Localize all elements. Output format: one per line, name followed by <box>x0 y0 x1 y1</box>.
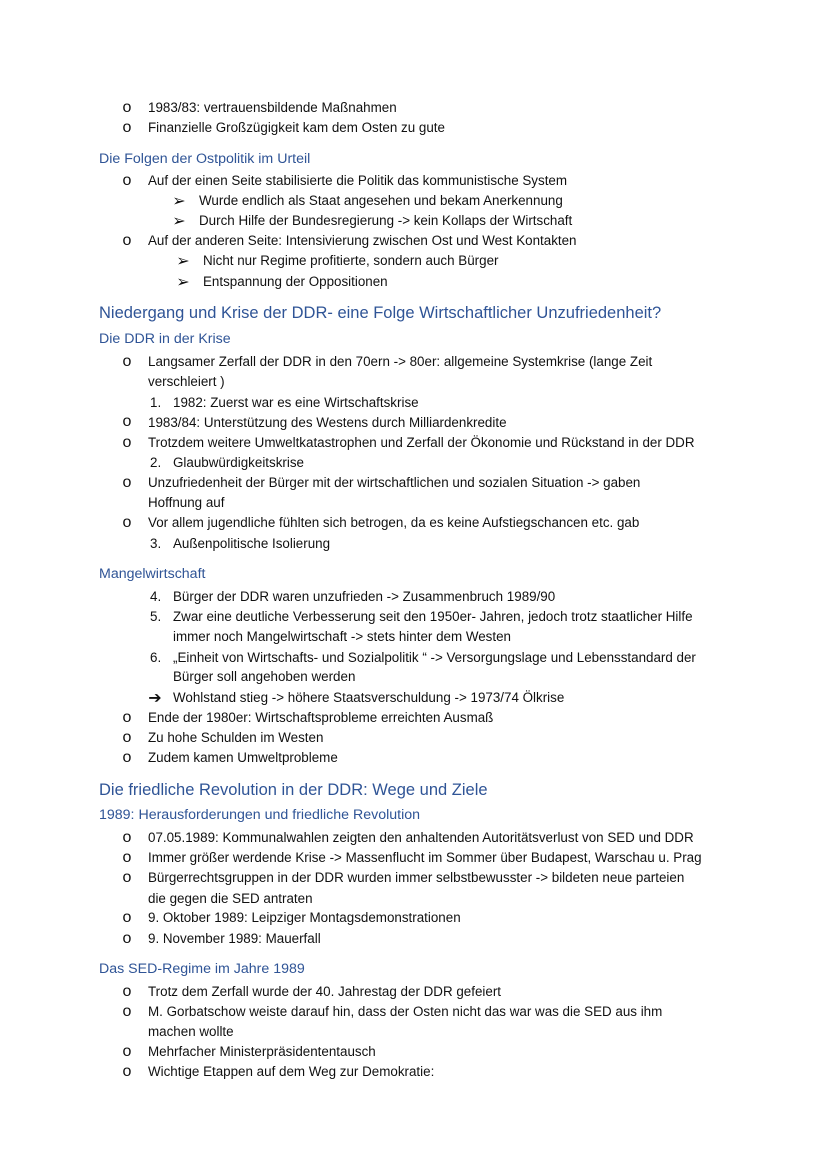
list-item: Ende der 1980er: Wirtschaftsprobleme erreichten Ausmaß <box>148 710 494 725</box>
circle-bullet-icon: o <box>122 99 132 116</box>
heading-krise: Die DDR in der Krise <box>99 331 231 347</box>
list-item: 9. November 1989: Mauerfall <box>148 931 321 946</box>
list-item: Wohlstand stieg -> höhere Staatsverschuldung -> 1973/74 Ölkrise <box>173 690 565 705</box>
list-item: Wurde endlich als Staat angesehen und bekam Anerkennung <box>199 193 563 208</box>
heading-revolution: Die friedliche Revolution in der DDR: Wege und Ziele <box>99 781 488 799</box>
arrowhead-bullet-icon: ➢ <box>172 193 186 210</box>
list-item: 07.05.1989: Kommunalwahlen zeigten den anhaltenden Autoritätsverlust von SED und DDR <box>148 830 694 845</box>
list-number: 2. <box>150 455 162 470</box>
list-item: 9. Oktober 1989: Leipziger Montagsdemonstrationen <box>148 910 461 925</box>
arrow-bullet-icon: ➔ <box>148 690 162 707</box>
list-item-continuation: machen wollte <box>148 1024 234 1039</box>
circle-bullet-icon: o <box>122 869 132 886</box>
circle-bullet-icon: o <box>122 849 132 866</box>
list-item: M. Gorbatschow weiste darauf hin, dass der Osten nicht das war was die SED aus ihm <box>148 1004 663 1019</box>
circle-bullet-icon: o <box>122 434 132 451</box>
circle-bullet-icon: o <box>122 119 132 136</box>
circle-bullet-icon: o <box>122 232 132 249</box>
list-item: Nicht nur Regime profitierte, sondern auch Bürger <box>203 253 499 268</box>
circle-bullet-icon: o <box>122 729 132 746</box>
arrowhead-bullet-icon: ➢ <box>176 253 190 270</box>
list-item: Trotz dem Zerfall wurde der 40. Jahrestag der DDR gefeiert <box>148 984 502 999</box>
heading-1989: 1989: Herausforderungen und friedliche Revolution <box>99 807 421 823</box>
list-number: 4. <box>150 589 162 604</box>
circle-bullet-icon: o <box>122 749 132 766</box>
list-number: 3. <box>150 536 162 551</box>
circle-bullet-icon: o <box>122 1003 132 1020</box>
list-item: Wichtige Etappen auf dem Weg zur Demokratie: <box>148 1064 435 1079</box>
circle-bullet-icon: o <box>122 353 132 370</box>
circle-bullet-icon: o <box>122 909 132 926</box>
list-item: Langsamer Zerfall der DDR in den 70ern -> 80er: allgemeine Systemkrise (lange Zeit <box>148 354 653 369</box>
circle-bullet-icon: o <box>122 1063 132 1080</box>
list-item: Zu hohe Schulden im Westen <box>148 730 324 745</box>
circle-bullet-icon: o <box>122 930 132 947</box>
list-item: Unzufriedenheit der Bürger mit der wirtschaftlichen und sozialen Situation -> gaben <box>148 475 641 490</box>
circle-bullet-icon: o <box>122 709 132 726</box>
list-number: 6. <box>150 650 162 665</box>
circle-bullet-icon: o <box>122 172 132 189</box>
circle-bullet-icon: o <box>122 1043 132 1060</box>
list-item: Bürgerrechtsgruppen in der DDR wurden immer selbstbewusster -> bildeten neue parteien <box>148 870 685 885</box>
list-item: 1983/84: Unterstützung des Westens durch Milliardenkredite <box>148 415 507 430</box>
list-item: Vor allem jugendliche fühlten sich betrogen, da es keine Aufstiegschancen etc. gab <box>148 515 640 530</box>
list-item: Mehrfacher Ministerpräsidententausch <box>148 1044 376 1059</box>
list-item-continuation: Bürger soll angehoben werden <box>173 669 356 684</box>
heading-folgen: Die Folgen der Ostpolitik im Urteil <box>99 151 311 167</box>
list-item: Außenpolitische Isolierung <box>173 536 331 551</box>
circle-bullet-icon: o <box>122 983 132 1000</box>
list-item: Auf der anderen Seite: Intensivierung zwischen Ost und West Kontakten <box>148 233 577 248</box>
list-item: 1982: Zuerst war es eine Wirtschaftskrise <box>173 395 419 410</box>
list-item: Immer größer werdende Krise -> Massenflucht im Sommer über Budapest, Warschau u. Prag <box>148 850 702 865</box>
list-item-continuation: Hoffnung auf <box>148 495 225 510</box>
circle-bullet-icon: o <box>122 413 132 430</box>
circle-bullet-icon: o <box>122 514 132 531</box>
arrowhead-bullet-icon: ➢ <box>172 213 186 230</box>
list-number: 5. <box>150 609 162 624</box>
list-number: 1. <box>150 395 162 410</box>
list-item: 1983/83: vertrauensbildende Maßnahmen <box>148 100 397 115</box>
list-item: Glaubwürdigkeitskrise <box>173 455 304 470</box>
list-item-continuation: verschleiert ) <box>148 374 225 389</box>
list-item-continuation: immer noch Mangelwirtschaft -> stets hinter dem Westen <box>173 629 511 644</box>
list-item: Auf der einen Seite stabilisierte die Politik das kommunistische System <box>148 173 568 188</box>
list-item: Durch Hilfe der Bundesregierung -> kein Kollaps der Wirtschaft <box>199 213 573 228</box>
list-item: „Einheit von Wirtschafts- und Sozialpolitik “ -> Versorgungslage und Lebensstandard der <box>173 650 696 665</box>
list-item: Finanzielle Großzügigkeit kam dem Osten zu gute <box>148 120 445 135</box>
heading-mangelwirtschaft: Mangelwirtschaft <box>99 566 206 582</box>
list-item: Entspannung der Oppositionen <box>203 274 388 289</box>
list-item: Trotzdem weitere Umweltkatastrophen und Zerfall der Ökonomie und Rückstand in der DDR <box>148 435 695 450</box>
list-item: Zudem kamen Umweltprobleme <box>148 750 338 765</box>
heading-niedergang: Niedergang und Krise der DDR- eine Folge Wirtschaftlicher Unzufriedenheit? <box>99 304 662 322</box>
circle-bullet-icon: o <box>122 829 132 846</box>
arrowhead-bullet-icon: ➢ <box>176 274 190 291</box>
list-item: Bürger der DDR waren unzufrieden -> Zusammenbruch 1989/90 <box>173 589 556 604</box>
heading-sed-regime: Das SED-Regime im Jahre 1989 <box>99 961 305 977</box>
circle-bullet-icon: o <box>122 474 132 491</box>
list-item: Zwar eine deutliche Verbesserung seit den 1950er- Jahren, jedoch trotz staatlicher Hilfe <box>173 609 693 624</box>
list-item-continuation: die gegen die SED antraten <box>148 891 313 906</box>
